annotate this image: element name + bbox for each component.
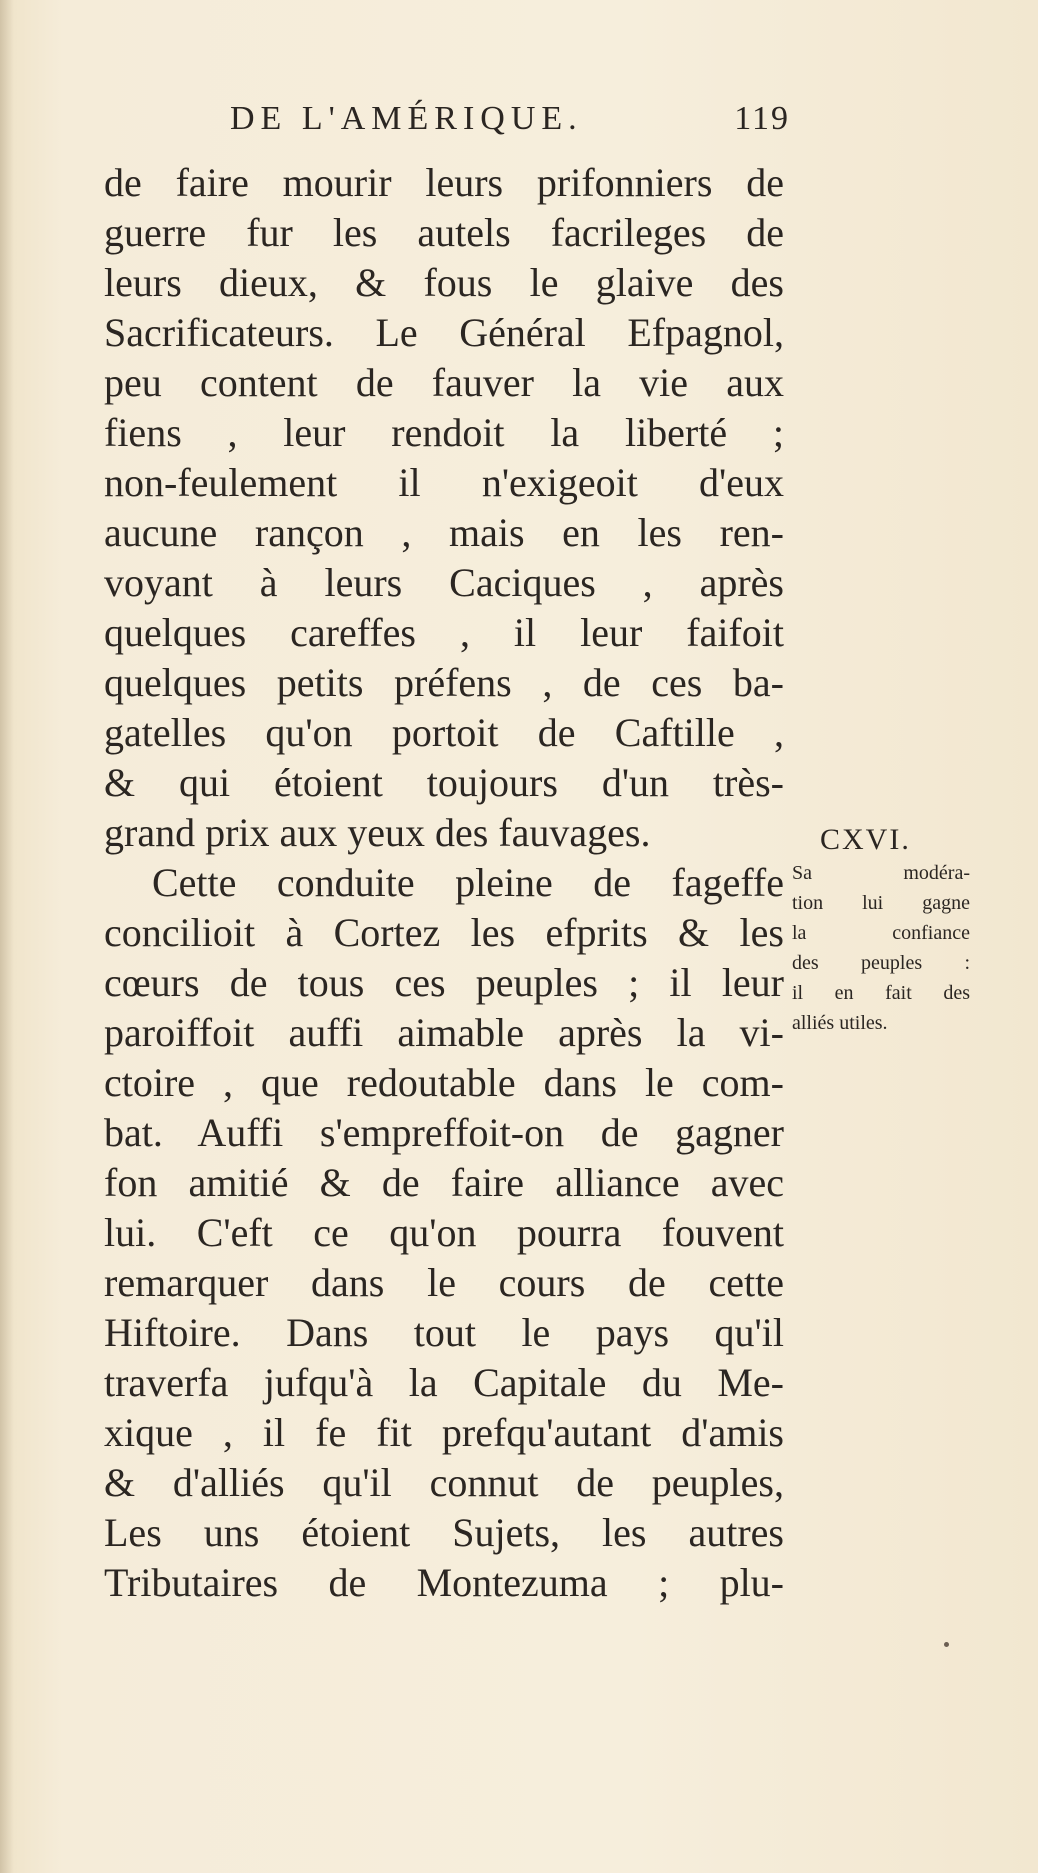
text-line-paragraph-end: grand prix aux yeux des fauvages. <box>104 810 651 855</box>
margin-note-line: Sa modéra- <box>792 862 970 884</box>
text-line: fiens , leur rendoit la liberté ; <box>104 410 784 455</box>
text-line: bat. Auffi s'empreffoit-on de gagner <box>104 1110 784 1155</box>
text-line: remarquer dans le cours de cette <box>104 1260 784 1305</box>
text-line: & d'alliés qu'il connut de peuples, <box>104 1460 784 1505</box>
margin-note-number: CXVI. <box>820 823 911 856</box>
text-line: fon amitié & de faire alliance avec <box>104 1160 784 1205</box>
margin-note-line: la confiance <box>792 922 970 944</box>
page-number: 119 <box>734 100 790 137</box>
text-line: peu content de fauver la vie aux <box>104 360 784 405</box>
ink-speck <box>944 1642 949 1647</box>
text-line: gatelles qu'on portoit de Caftille , <box>104 710 784 755</box>
margin-note-line: alliés utiles. <box>792 1012 888 1034</box>
text-line: guerre fur les autels facrileges de <box>104 210 784 255</box>
text-line: Sacrificateurs. Le Général Efpagnol, <box>104 310 784 355</box>
text-line: aucune rançon , mais en les ren- <box>104 510 784 555</box>
text-line: de faire mourir leurs prifonniers de <box>104 160 784 205</box>
text-line: traverfa jufqu'à la Capitale du Me- <box>104 1360 784 1405</box>
text-line: Tributaires de Montezuma ; plu- <box>104 1560 784 1605</box>
margin-note-line: des peuples : <box>792 952 970 974</box>
text-line-paragraph-start: Cette conduite pleine de fageffe <box>152 860 784 905</box>
running-head <box>230 100 790 150</box>
margin-note-line: il en fait des <box>792 982 970 1004</box>
text-line: concilioit à Cortez les efprits & les <box>104 910 784 955</box>
text-line: Hiftoire. Dans tout le pays qu'il <box>104 1310 784 1355</box>
text-line: lui. C'eft ce qu'on pourra fouvent <box>104 1210 784 1255</box>
text-line: xique , il fe fit prefqu'autant d'amis <box>104 1410 784 1455</box>
text-line: & qui étoient toujours d'un très- <box>104 760 784 805</box>
text-line: paroiffoit auffi aimable après la vi- <box>104 1010 784 1055</box>
text-line: ctoire , que redoutable dans le com- <box>104 1060 784 1105</box>
text-line: non-feulement il n'exigeoit d'eux <box>104 460 784 505</box>
text-line: cœurs de tous ces peuples ; il leur <box>104 960 784 1005</box>
text-line: Les uns étoient Sujets, les autres <box>104 1510 784 1555</box>
margin-note-line: tion lui gagne <box>792 892 970 914</box>
page-gutter-shadow <box>0 0 14 1873</box>
running-title: DE L'AMÉRIQUE. <box>230 100 583 137</box>
text-line: leurs dieux, & fous le glaive des <box>104 260 784 305</box>
text-line: voyant à leurs Caciques , après <box>104 560 784 605</box>
margin-note <box>792 822 972 1038</box>
text-line: quelques careffes , il leur faifoit <box>104 610 784 655</box>
body-text <box>104 158 784 1608</box>
text-line: quelques petits préfens , de ces ba- <box>104 660 784 705</box>
